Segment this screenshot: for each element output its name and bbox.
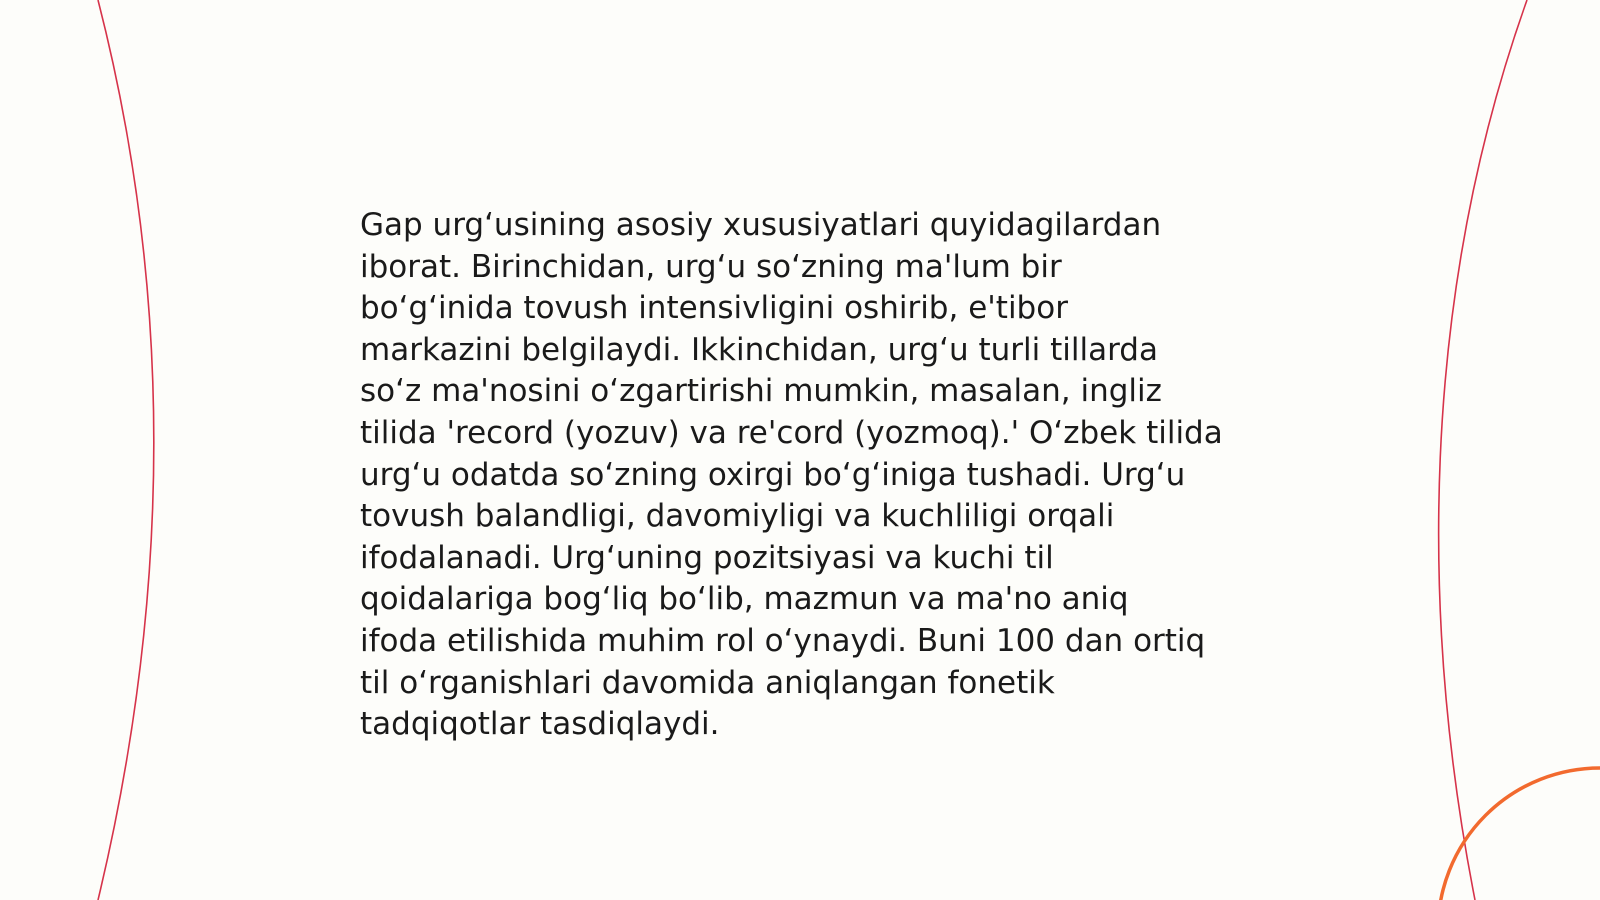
body-paragraph: [360, 205, 1250, 746]
paragraph-line: markazini belgilaydi. Ikkinchidan, urg‘u turli tillarda: [360, 331, 1158, 368]
paragraph-line: so‘z ma'nosini o‘zgartirishi mumkin, masalan, ingliz: [360, 373, 1162, 410]
paragraph-line: bo‘g‘inida tovush intensivligini oshirib, e'tibor: [360, 290, 1068, 327]
paragraph-line: qoidalariga bog‘liq bo‘lib, mazmun va ma'no aniq: [360, 581, 1129, 618]
paragraph-line: Gap urg‘usining asosiy xususiyatlari quyidagilardan: [360, 207, 1162, 243]
paragraph-line: tadqiqotlar tasdiqlaydi.: [360, 706, 720, 743]
right-red-curve: [1439, 0, 1527, 900]
paragraph-line: ifoda etilishida muhim rol o‘ynaydi. Buni 100 dan ortiq: [360, 622, 1206, 659]
paragraph-line: til o‘rganishlari davomida aniqlangan fonetik: [360, 664, 1055, 701]
paragraph-line: ifodalanadi. Urg‘uning pozitsiyasi va kuchi til: [360, 539, 1054, 576]
paragraph-line: iborat. Birinchidan, urg‘u so‘zning ma'lum bir: [360, 248, 1062, 285]
left-red-curve: [98, 0, 154, 900]
paragraph-line: tilida 'record (yozuv) va re'cord (yozmoq).' O‘zbek tilida: [360, 414, 1223, 451]
paragraph-line: urg‘u odatda so‘zning oxirgi bo‘g‘iniga tushadi. Urg‘u: [360, 456, 1186, 493]
paragraph-line: tovush balandligi, davomiyligi va kuchliligi orqali: [360, 498, 1115, 535]
orange-circle-outline: [1438, 768, 1600, 900]
